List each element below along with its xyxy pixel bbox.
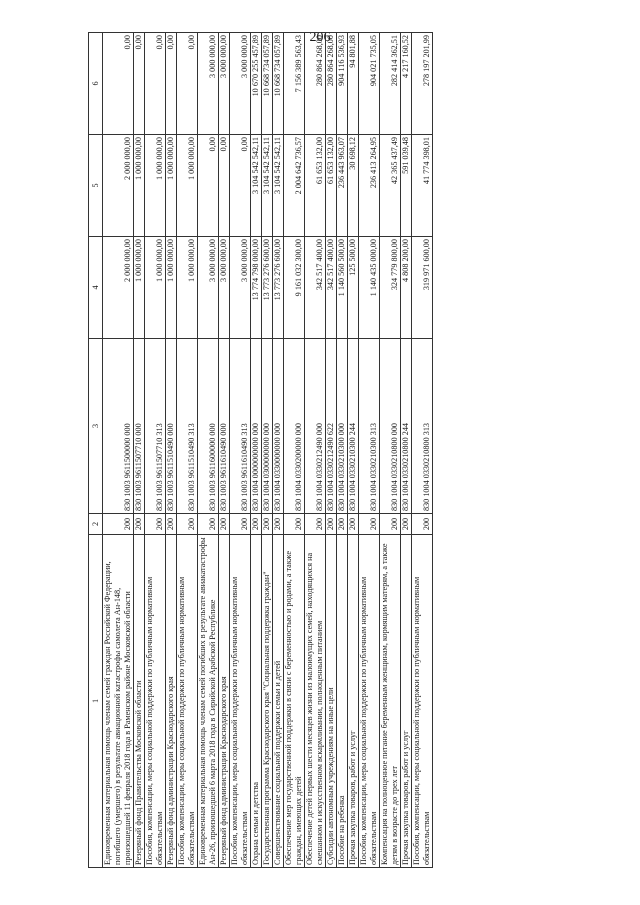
unexecuted-amount: 0,00 [177, 33, 198, 135]
table-row [262, 33, 273, 868]
executed-amount: 2 004 642 736,57 [284, 135, 305, 237]
item-name: Резервный фонд Правительства Московской области [134, 535, 145, 868]
executed-amount: 2 000 000,00 [103, 135, 134, 237]
approved-amount: 1 000 000,00 [166, 237, 177, 339]
page-number: 206 [309, 30, 331, 45]
approved-amount: 3 000 000,00 [219, 237, 230, 339]
table-row [273, 33, 284, 868]
executed-amount: 41 774 398,01 [412, 135, 433, 237]
budget-classification-code: 830 1003 9611510490 313 [177, 339, 198, 514]
item-name: Пособия, компенсации, меры социальной поддержки по публичным нормативным обязательствам [230, 535, 251, 868]
table-row [284, 33, 305, 868]
approved-amount: 1 140 560 500,00 [337, 237, 348, 339]
item-name: Субсидии автономным учреждениям на иные цели [326, 535, 337, 868]
approved-amount: 3 000 000,00 [198, 237, 219, 339]
line-code: 200 [262, 514, 273, 535]
table-row [401, 33, 412, 868]
line-code: 200 [305, 514, 326, 535]
approved-amount: 13 773 276 600,00 [262, 237, 273, 339]
line-code: 200 [326, 514, 337, 535]
line-code: 200 [284, 514, 305, 535]
line-code: 200 [348, 514, 359, 535]
table-row [380, 33, 401, 868]
unexecuted-amount: 94 801,88 [348, 33, 359, 135]
executed-amount: 0,00 [230, 135, 251, 237]
column-numbers-row [89, 33, 103, 868]
approved-amount: 9 161 032 300,00 [284, 237, 305, 339]
approved-amount: 13 774 798 000,00 [251, 237, 262, 339]
table-row [219, 33, 230, 868]
column-number: 2 [89, 514, 103, 535]
table-row [166, 33, 177, 868]
table-row [348, 33, 359, 868]
unexecuted-amount: 7 156 389 563,43 [284, 33, 305, 135]
executed-amount: 61 653 132,00 [305, 135, 326, 237]
item-name: Обеспечение детей первых шести месяцев жизни из малоимущих семей, находящихся на смешанном и искусственном вскармливании, полноценным питанием [305, 535, 326, 868]
line-code: 200 [134, 514, 145, 535]
line-code: 200 [219, 514, 230, 535]
line-code: 200 [337, 514, 348, 535]
unexecuted-amount: 4 217 160,52 [401, 33, 412, 135]
item-name: Обеспечение мер государственной поддержки в связи с беременностью и родами, а также граждан, имеющих детей [284, 535, 305, 868]
column-number: 3 [89, 339, 103, 514]
unexecuted-amount: 280 864 268,00 [326, 33, 337, 135]
approved-amount: 342 517 400,00 [305, 237, 326, 339]
executed-amount: 1 000 000,00 [177, 135, 198, 237]
approved-amount: 4 808 200,00 [401, 237, 412, 339]
approved-amount: 1 000 000,00 [145, 237, 166, 339]
budget-classification-code: 830 1003 9611510490 000 [166, 339, 177, 514]
item-name: Единовременная материальная помощь членам семей граждан Российской Федерации, погибшего (умершего) в результате авиационной катастрофы самолета Ан-148, произошедшей 11 февраля 2018 года в Раменском районе Московской области [103, 535, 134, 868]
item-name: Совершенствование социальной поддержки семьи и детей [273, 535, 284, 868]
item-name: Государственная программа Краснодарского края "Социальная поддержка граждан" [262, 535, 273, 868]
unexecuted-amount: 10 668 734 057,89 [262, 33, 273, 135]
table-row [145, 33, 166, 868]
column-number: 5 [89, 135, 103, 237]
budget-classification-code: 830 1003 9611600000 000 [198, 339, 219, 514]
approved-amount: 1 000 000,00 [134, 237, 145, 339]
item-name: Резервный фонд администрации Краснодарского края [219, 535, 230, 868]
budget-classification-code: 830 1003 9611507710 000 [134, 339, 145, 514]
budget-classification-code: 830 1004 0330210800 313 [412, 339, 433, 514]
table-row [198, 33, 219, 868]
line-code: 200 [166, 514, 177, 535]
item-name: Охрана семьи и детства [251, 535, 262, 868]
item-name: Пособия, компенсации, меры социальной поддержки по публичным нормативным обязательствам [177, 535, 198, 868]
budget-classification-code: 830 1003 9611500000 000 [103, 339, 134, 514]
unexecuted-amount: 0,00 [134, 33, 145, 135]
budget-classification-code: 830 1004 0330210300 313 [359, 339, 380, 514]
table-row [337, 33, 348, 868]
budget-classification-code: 830 1004 0330200000 000 [284, 339, 305, 514]
budget-table [88, 32, 433, 868]
column-number: 6 [89, 33, 103, 135]
executed-amount: 3 104 542 542,11 [273, 135, 284, 237]
approved-amount: 125 500,00 [348, 237, 359, 339]
unexecuted-amount: 10 668 734 057,89 [273, 33, 284, 135]
table-row [230, 33, 251, 868]
unexecuted-amount: 904 116 536,93 [337, 33, 348, 135]
executed-amount: 30 698,12 [348, 135, 359, 237]
line-code: 200 [198, 514, 219, 535]
budget-classification-code: 830 1004 0330212490 622 [326, 339, 337, 514]
table-row [103, 33, 134, 868]
unexecuted-amount: 10 670 255 457,89 [251, 33, 262, 135]
budget-classification-code: 830 1003 9611610490 313 [230, 339, 251, 514]
approved-amount: 324 779 800,00 [380, 237, 401, 339]
budget-classification-code: 830 1004 0330210300 000 [337, 339, 348, 514]
unexecuted-amount: 3 000 000,00 [230, 33, 251, 135]
unexecuted-amount: 3 000 000,00 [198, 33, 219, 135]
executed-amount: 0,00 [219, 135, 230, 237]
item-name: Прочая закупка товаров, работ и услуг [348, 535, 359, 868]
line-code: 200 [251, 514, 262, 535]
approved-amount: 319 971 600,00 [412, 237, 433, 339]
budget-classification-code: 830 1003 9611610490 000 [219, 339, 230, 514]
executed-amount: 3 104 542 542,11 [251, 135, 262, 237]
budget-classification-code: 830 1004 0000000000 000 [251, 339, 262, 514]
line-code: 200 [230, 514, 251, 535]
approved-amount: 2 000 000,00 [103, 237, 134, 339]
table-row [412, 33, 433, 868]
executed-amount: 1 000 000,00 [145, 135, 166, 237]
item-name: Прочая закупка товаров, работ и услуг [401, 535, 412, 868]
executed-amount: 236 413 264,95 [359, 135, 380, 237]
budget-classification-code: 830 1004 0330212490 000 [305, 339, 326, 514]
item-name: Пособие на ребенка [337, 535, 348, 868]
line-code: 200 [273, 514, 284, 535]
item-name: Компенсация на полноценное питание беременным женщинам, кормящим матерям, а также детям в возрасте до трех лет [380, 535, 401, 868]
executed-amount: 591 039,48 [401, 135, 412, 237]
item-name: Резервный фонд администрации Краснодарского края [166, 535, 177, 868]
unexecuted-amount: 0,00 [166, 33, 177, 135]
line-code: 200 [401, 514, 412, 535]
budget-classification-code: 830 1004 0330210300 244 [348, 339, 359, 514]
item-name: Единовременная материальная помощь членам семей погибших в результате авиакатастрофы Ан-26, произошедшей 6 марта 2018 года в Сирийской Арабской Республике [198, 535, 219, 868]
executed-amount: 0,00 [198, 135, 219, 237]
approved-amount: 342 517 400,00 [326, 237, 337, 339]
unexecuted-amount: 280 864 268,00 [305, 33, 326, 135]
table-row [326, 33, 337, 868]
column-number: 4 [89, 237, 103, 339]
line-code: 200 [412, 514, 433, 535]
table-row [134, 33, 145, 868]
unexecuted-amount: 904 021 735,05 [359, 33, 380, 135]
budget-classification-code: 830 1003 9611507710 313 [145, 339, 166, 514]
table-row [177, 33, 198, 868]
executed-amount: 61 653 132,00 [326, 135, 337, 237]
table-row [251, 33, 262, 868]
table-row [359, 33, 380, 868]
executed-amount: 42 365 437,49 [380, 135, 401, 237]
line-code: 200 [380, 514, 401, 535]
approved-amount: 1 140 435 000,00 [359, 237, 380, 339]
unexecuted-amount: 278 197 201,99 [412, 33, 433, 135]
executed-amount: 1 000 000,00 [134, 135, 145, 237]
column-number: 1 [89, 535, 103, 868]
budget-classification-code: 830 1004 0330210800 244 [401, 339, 412, 514]
unexecuted-amount: 0,00 [145, 33, 166, 135]
unexecuted-amount: 3 000 000,00 [219, 33, 230, 135]
budget-classification-code: 830 1004 0330210800 000 [380, 339, 401, 514]
budget-classification-code: 830 1004 0330000000 000 [273, 339, 284, 514]
approved-amount: 3 000 000,00 [230, 237, 251, 339]
unexecuted-amount: 0,00 [103, 33, 134, 135]
item-name: Пособия, компенсации, меры социальной поддержки по публичным нормативным обязательствам [145, 535, 166, 868]
unexecuted-amount: 282 414 362,51 [380, 33, 401, 135]
approved-amount: 13 773 276 600,00 [273, 237, 284, 339]
budget-classification-code: 830 1004 0300000000 000 [262, 339, 273, 514]
line-code: 200 [359, 514, 380, 535]
line-code: 200 [103, 514, 134, 535]
approved-amount: 1 000 000,00 [177, 237, 198, 339]
executed-amount: 1 000 000,00 [166, 135, 177, 237]
line-code: 200 [145, 514, 166, 535]
item-name: Пособия, компенсации, меры социальной поддержки по публичным нормативным обязательствам [412, 535, 433, 868]
executed-amount: 236 443 963,07 [337, 135, 348, 237]
line-code: 200 [177, 514, 198, 535]
item-name: Пособия, компенсации, меры социальной поддержки по публичным нормативным обязательствам [359, 535, 380, 868]
table-row [305, 33, 326, 868]
executed-amount: 3 104 542 542,11 [262, 135, 273, 237]
